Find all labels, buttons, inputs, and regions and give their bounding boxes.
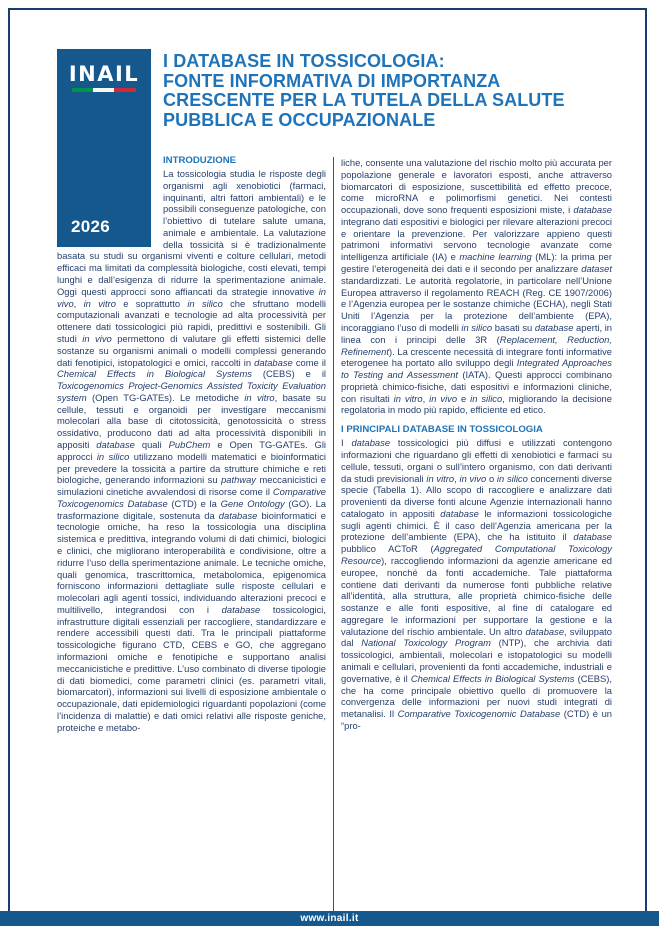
logo-wrap-spacer	[57, 155, 163, 247]
title-line-1: I DATABASE IN TOSSICOLOGIA:	[163, 51, 445, 71]
year-label: 2026	[71, 217, 111, 236]
title-line-4: PUBBLICA E OCCUPAZIONALE	[163, 109, 436, 130]
intro-paragraph-left: La tossicologia studia le risposte degli organismi agli xenobiotici (farmaci, inquinanti, altri fattori ambientali) e le possibili conseguenze patologiche, con l’obiettivo di tutelare salute umana, animale e ambientale. La valutazione della tossicità si è tradizionalmente basata su studi su organismi viventi e colture cellulari, metodi efficaci ma limitati da complessità biologiche, costi elevati, tempi lunghi e dall’esigenza di ridurre la sperimentazione animale. Oggi questi approcci sono affiancati da strategie innovative in vivo, in vitro e soprattutto in silico che sfruttano modelli computazionali avanzati e tecnologie ad alta processività per ottenere dati tossicologici più rapidi, predittivi e sostenibili. Gli studi in vivo permettono di valutare gli effetti sistemici delle sostanze su organismi animali o modelli complessi generando dati fenotipici, istopatologici e omici, raccolti in database come il Chemical Effects in Biological Systems (CEBS) e il Toxicogenomics Project-Genomics Assisted Toxicity Evaluation system (Open TG-GATEs). Le metodiche in vitro, basate su cellule, tessuti e organoidi per investigare meccanismi molecolari alla base di citotossicità, genotossicità o stress ossidativo, producono dati ad alta processività disponibili in appositi database quali PubChem e Open TG-GATEs. Gli approcci in silico utilizzano modelli matematici e bioinformatici per prevedere la tossicità a partire da strutture chimiche e reti biologiche, generando informazioni su pathway meccanicistici e simulazioni cinetiche avvalendosi di risorse come il Comparative Toxicogenomics Database (CTD) e la Gene Ontology (GO). La trasformazione digitale, sostenuta da database bioinformatici e tecnologie omiche, ha reso la tossicologia una disciplina sistemica e predittiva, integrando volumi di dati chimici, biologici e clinici, che migliorano interoperabilità e condivisione, oltre a ridurre l’uso della sperimentazione animale. Le tecniche omiche, quali genomica, trascrittomica, metabolomica, epigenomica forniscono informazioni dettagliate sulle risposte cellulari e molecolari agli agenti tossici, individuando alterazioni precoci e multilivello, integrandosi con i database tossicologici, infrastrutture digitali essenziali per raccogliere, standardizzare e rendere accessibili questi dati. Tra le principali piattaforme tossicologiche figurano CTD, CEBS e GO, che aggregano informazioni omiche e fenotipiche e supportano analisi meccanicistiche e predittive. L’uso combinato di diverse tipologie di dati biomedici, come parametri clinici (es. parametri vitali, biomarcatori), informazioni sui livelli di esposizione ambientale o occupazionale, dati epidemiologici riguardanti popolazioni (come l’incidenza di malattie) e dati omici relativi alle risposte geniche, proteiche e metabo-	[57, 168, 327, 733]
databases-paragraph: I database tossicologici più diffusi e utilizzati contengono informazioni che riguardano gli effetti di xenobiotici e farmaci su cellule, tessuti, organi o sull’intero organismo, con dati derivanti da studi previsionali in vitro, in vivo o in silico concernenti diverse specie (Tabella 1). Allo scopo di raccogliere e analizzare dati provenienti da diverse fonti alcune Agenzie internazionali hanno catalogato in appositi database le informazioni tossicologiche sugli agenti chimici. È il caso dell’Agenzia americana per la protezione dell’ambiente (EPA), che ha istituito il database pubblico ACToR (Aggregated Computational Toxicology Resource), raccogliendo informazioni da agenzie americane ed europee, nonché da fonti accademiche. Tale piattaforma contiene dati derivanti da numerose fonti pubbliche relative all’identità, alla struttura, alle proprietà chimico-fisiche delle sostanze e alle fonti espositive, al fine di catalogare ed aggregare le informazioni per supportare la gestione e la valutazione del rischio ambientale. Un altro database, sviluppato dal National Toxicology Program (NTP), che archivia dati tossicologici, ambientali, molecolari e istopatologici su modelli animali e cellulari, provenienti da fonti accademiche, industriali e governative, è il Chemical Effects in Biological Systems (CEBS), che ha come principale obiettivo quello di promuovere la convergenza delle informazioni per nuovi studi integrati di metanalisi. Il Comparative Toxicogenomic Database (CTD) è un “pro-	[341, 437, 612, 731]
right-column	[341, 157, 612, 732]
databases-heading: I PRINCIPALI DATABASE IN TOSSICOLOGIA	[341, 424, 543, 436]
page-title	[163, 52, 633, 130]
title-line-3: CRESCENTE PER LA TUTELA DELLA SALUTE	[163, 90, 565, 111]
inail-logo-text: INAIL	[68, 62, 140, 86]
title-line-2: FONTE INFORMATIVA DI IMPORTANZA	[163, 70, 501, 91]
italy-flag-underline	[72, 88, 136, 92]
intro-paragraph-right: liche, consente una valutazione del rischio molto più accurata per popolazione generale e lavoratori esposti, anche attraverso biomarcatori di esposizione, suscettibilità ed effetto precoce, come microRNA e polimorfismi genetici. Nei contesti occupazionali, dove sono frequenti esposizioni miste, i database integrano dati espositivi e biologici per rilevare alterazioni precoci e orientare la prevenzione. Per valorizzare appieno questi patrimoni informativi servono tecnologie avanzate come intelligenza artificiale (IA) e machine learning (ML): la prima per gestire l’eterogeneità dei dati e il secondo per analizzare dataset standardizzati. Le autorità regolatorie, in particolare nell’Unione Europea attraverso il regolamento REACH (Reg. CE 1907/2006) e l’Agenzia europea per le sostanze chimiche (ECHA), negli Stati Uniti l’Agenzia per la protezione dell’ambiente (EPA), incoraggiano l’uso di modelli in silico basati su database aperti, in linea con i principi delle 3R (Replacement, Reduction, Refinement). La crescente necessità di integrare fonti informative eterogenee ha portato allo sviluppo degli Integrated Approaches to Testing and Assessment (IATA). Questi approcci combinano proprietà chimico-fisiche, dati espositivi e informazioni cliniche, con risultati in vitro, in vivo e in silico, migliorando la decisione regolatoria in modo più rapido, efficiente ed etico.	[341, 157, 613, 416]
footer-bar	[0, 911, 659, 926]
footer-url: www.inail.it	[300, 913, 359, 924]
left-column	[57, 155, 326, 734]
column-divider	[333, 157, 334, 911]
intro-heading: INTRODUZIONE	[163, 155, 237, 166]
inail-logo	[57, 49, 151, 92]
